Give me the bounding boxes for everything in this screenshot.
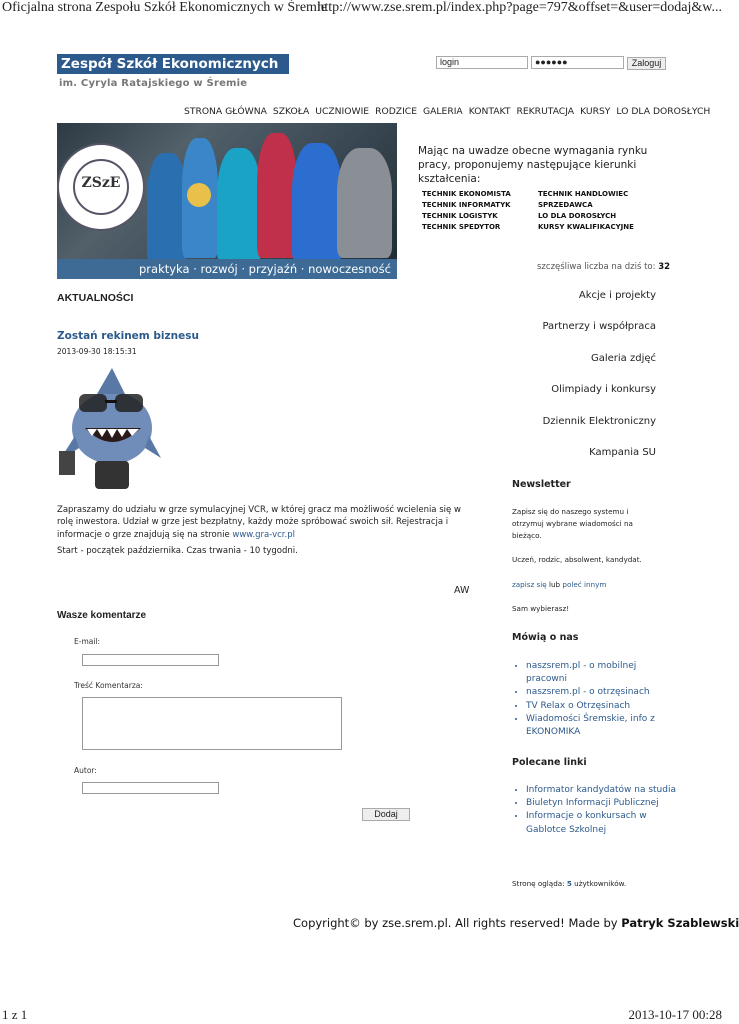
nav-item-school[interactable]: SZKOŁA <box>272 106 310 117</box>
mowia-link[interactable]: • TV Relax o Otrzęsinach <box>526 700 676 713</box>
school-logo[interactable]: Zespół Szkół Ekonomicznych <box>57 54 289 74</box>
print-page-number: 1 z 1 <box>2 1007 28 1022</box>
polecane-title: Polecane linki <box>512 757 587 768</box>
lucky-number: szczęśliwa liczba na dziś to: 32 <box>537 262 671 272</box>
main-nav <box>184 106 710 117</box>
banner-tagline: praktyka · rozwój · przyjaźń · nowoczesność <box>139 262 391 276</box>
polecane-list <box>512 784 676 837</box>
newsletter-choose: Sam wybierasz! <box>512 604 570 613</box>
nav-item-parents[interactable]: RODZICE <box>375 106 418 117</box>
news-body: Zapraszamy do udziału w grze symulacyjnej VCR, w której gracz ma możliwość wcielenia się w rolę inwestora. Udział w grze jest bezpłatny, każdy może spróbować swoich sił. Rejestracja i informacje o grze znajdują się na stronie www.gra-vcr.pl <box>57 505 461 540</box>
author-field[interactable] <box>82 782 219 794</box>
course-item: TECHNIK SPEDYTOR <box>422 223 501 231</box>
login-button[interactable]: Zaloguj <box>627 57 666 70</box>
mowia-link[interactable]: • naszsrem.pl - o otrzęsinach <box>526 686 676 699</box>
shark-mascot-image <box>57 366 167 496</box>
side-menu-partners[interactable]: Partnerzy i współpraca <box>542 321 656 332</box>
intro-text: Mając na uwadze obecne wymagania rynku pracy, proponujemy następujące kierunki kształcenia: <box>418 145 648 185</box>
side-menu-photo-gallery[interactable]: Galeria zdjęć <box>590 353 656 364</box>
course-item: KURSY KWALIFIKACYJNE <box>538 223 634 231</box>
school-emblem: ZSzE <box>57 143 145 231</box>
print-url: http://www.zse.srem.pl/index.php?page=797&offset=&user=dodaj&w... <box>317 0 722 15</box>
school-logo-subtitle: im. Cyryla Ratajskiego w Śremie <box>59 78 248 89</box>
print-page-title: Oficjalna strona Zespołu Szkół Ekonomicznych w Śremie <box>2 0 328 15</box>
email-field[interactable] <box>82 654 219 666</box>
nav-item-students[interactable]: UCZNIOWIE <box>315 106 370 117</box>
nav-item-contact[interactable]: KONTAKT <box>468 106 511 117</box>
mowia-title: Mówią o nas <box>512 632 579 643</box>
course-item: TECHNIK HANDLOWIEC <box>538 190 629 198</box>
nav-item-courses[interactable]: KURSY <box>580 106 611 117</box>
mowia-link[interactable]: • naszsrem.pl - o mobilnej pracowni <box>526 660 676 686</box>
news-date: 2013-09-30 18:15:31 <box>57 347 137 356</box>
side-menu-e-register[interactable]: Dziennik Elektroniczny <box>542 416 656 427</box>
nav-item-gallery[interactable]: GALERIA <box>423 106 463 117</box>
news-title[interactable]: Zostań rekinem biznesu <box>57 330 199 342</box>
polecane-link[interactable]: • Biuletyn Informacji Publicznej <box>526 797 676 810</box>
comments-title: Wasze komentarze <box>57 610 147 621</box>
nav-item-adult-school[interactable]: LO DLA DOROSŁYCH <box>616 106 711 117</box>
email-label: E-mail: <box>74 637 101 646</box>
newsletter-title: Newsletter <box>512 479 571 490</box>
viewers-count-value: 5 <box>566 879 572 888</box>
login-input[interactable]: login <box>436 56 528 69</box>
polecane-link[interactable]: • Informacje o konkursach w Gablotce Szkolnej <box>526 810 676 836</box>
side-menu-olympiads[interactable]: Olimpiady i konkursy <box>551 384 656 395</box>
viewers-count: Stronę ogląda: 5 użytkowników. <box>512 879 627 888</box>
mowia-list <box>512 660 676 739</box>
course-item: LO DLA DOROSŁYCH <box>538 212 617 220</box>
copyright: Copyright© by zse.srem.pl. All rights reserved! Made by Patryk Szablewski <box>293 916 739 930</box>
news-author: AW <box>454 585 470 596</box>
side-menu-su-campaign[interactable]: Kampania SU <box>589 447 656 458</box>
news-section-title: AKTUALNOŚCI <box>57 292 134 304</box>
course-list <box>422 190 682 231</box>
nav-item-home[interactable]: STRONA GŁÓWNA <box>184 106 267 117</box>
course-item: TECHNIK EKONOMISTA <box>422 190 511 198</box>
course-item: TECHNIK INFORMATYK <box>422 201 511 209</box>
news-start-info: Start - początek października. Czas trwania - 10 tygodni. <box>57 546 298 556</box>
newsletter-text: Zapisz się do naszego systemu i otrzymuj wybrane wiadomości na bieżąco. <box>512 507 633 540</box>
comment-label: Treść Komentarza: <box>74 681 143 690</box>
subscribe-link[interactable]: zapisz się <box>512 580 547 589</box>
header-banner-photo <box>57 123 397 279</box>
side-menu-projects[interactable]: Akcje i projekty <box>578 290 656 301</box>
copyright-author: Patryk Szablewski <box>621 916 739 930</box>
print-datetime: 2013-10-17 00:28 <box>628 1007 722 1022</box>
author-label: Autor: <box>74 766 97 775</box>
news-link[interactable]: www.gra-vcr.pl <box>232 529 295 540</box>
newsletter-audience: Uczeń, rodzic, absolwent, kandydat. <box>512 555 642 564</box>
password-input[interactable]: ●●●●●● <box>531 56 624 69</box>
lucky-number-value: 32 <box>658 262 671 272</box>
polecane-link[interactable]: • Informator kandydatów na studia <box>526 784 676 797</box>
mowia-link[interactable]: • Wiadomości Śremskie, info z EKONOMIKA <box>526 713 676 739</box>
comment-textarea[interactable] <box>82 697 342 750</box>
recommend-link[interactable]: poleć innym <box>562 580 607 589</box>
nav-item-recruitment[interactable]: REKRUTACJA <box>516 106 575 117</box>
course-item: SPRZEDAWCA <box>538 201 593 209</box>
newsletter-actions: zapisz się lub poleć innym <box>512 580 607 589</box>
submit-comment-button[interactable]: Dodaj <box>362 808 410 821</box>
course-item: TECHNIK LOGISTYK <box>422 212 498 220</box>
